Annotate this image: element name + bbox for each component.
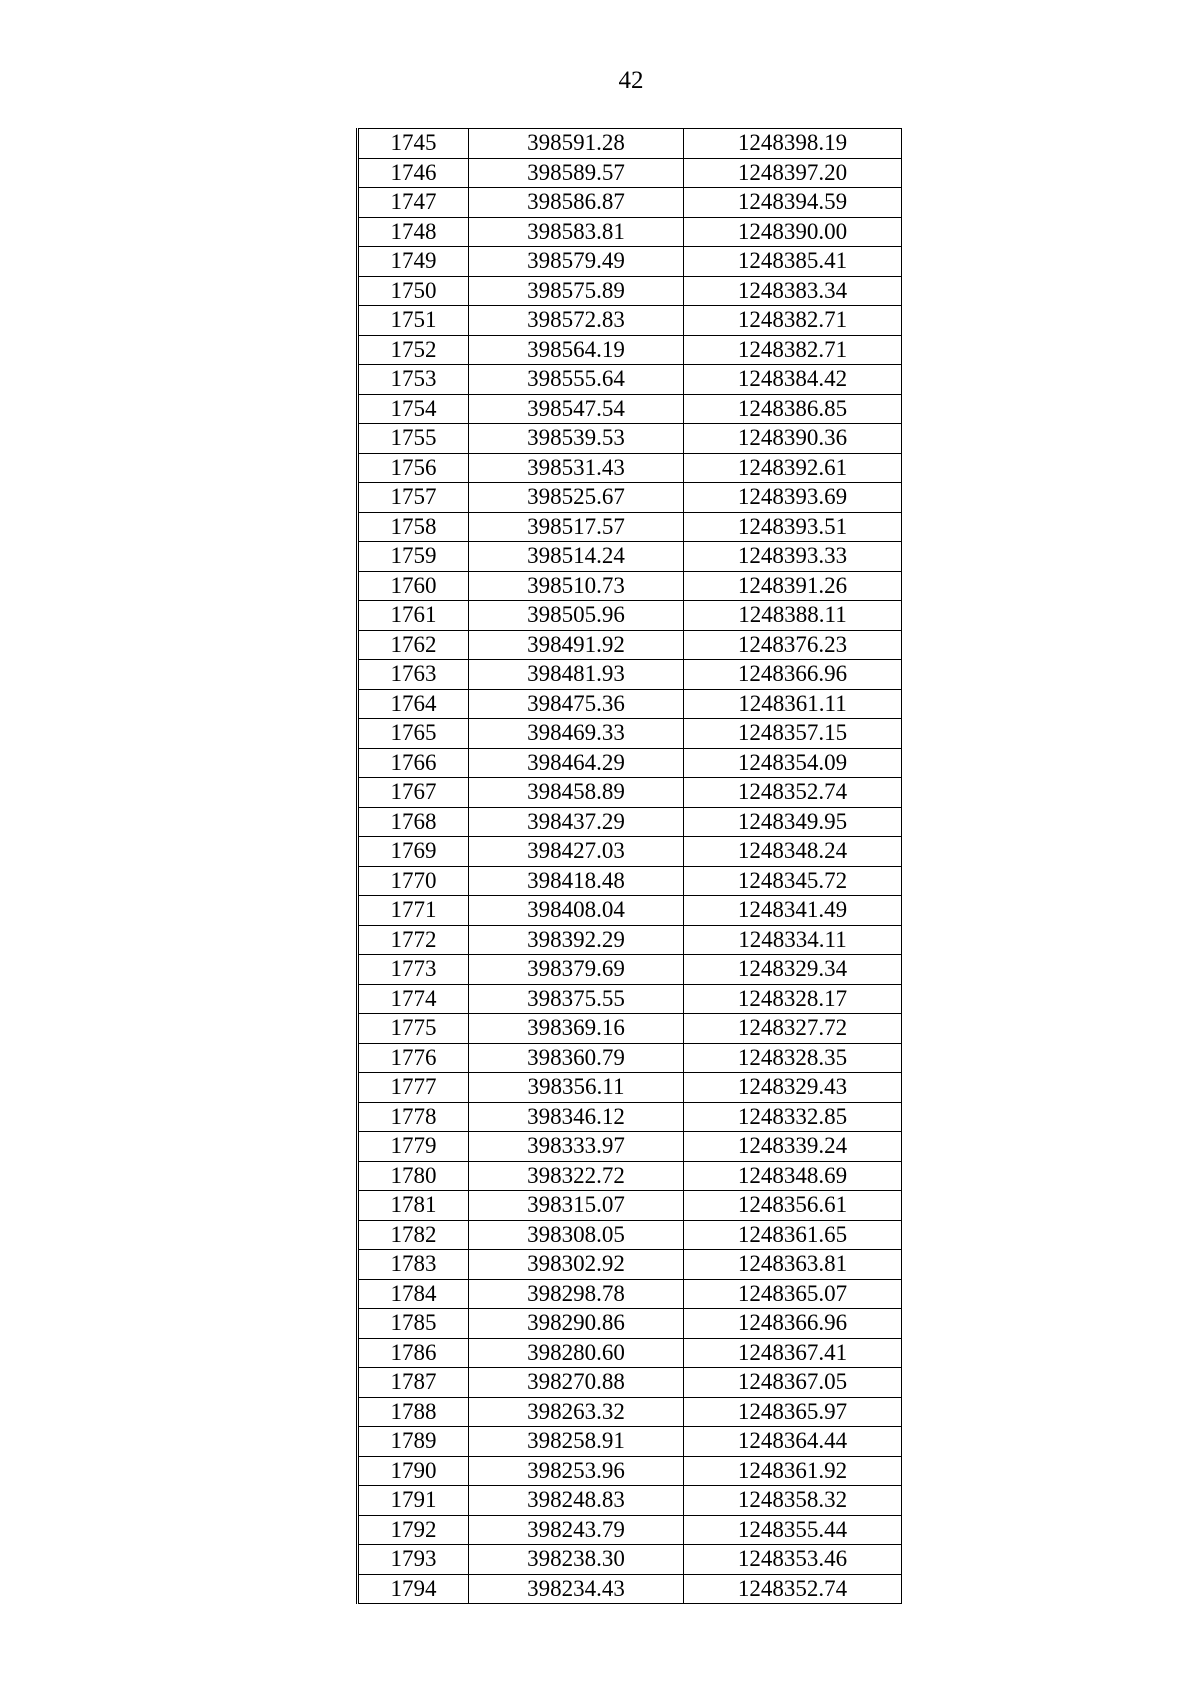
x-coordinate-cell: 398525.67 [469, 483, 684, 513]
y-coordinate-cell: 1248361.11 [684, 689, 902, 719]
table-row [358, 1250, 902, 1280]
point-number-cell: 1757 [358, 483, 469, 513]
x-coordinate-cell: 398437.29 [469, 807, 684, 837]
x-coordinate-cell: 398481.93 [469, 660, 684, 690]
point-number-cell: 1785 [358, 1309, 469, 1339]
x-coordinate-cell: 398253.96 [469, 1456, 684, 1486]
point-number-cell: 1774 [358, 984, 469, 1014]
point-number-cell: 1766 [358, 748, 469, 778]
y-coordinate-cell: 1248393.51 [684, 512, 902, 542]
point-number-cell: 1764 [358, 689, 469, 719]
y-coordinate-cell: 1248361.65 [684, 1220, 902, 1250]
x-coordinate-cell: 398575.89 [469, 276, 684, 306]
table-row [358, 778, 902, 808]
x-coordinate-cell: 398263.32 [469, 1397, 684, 1427]
point-number-cell: 1769 [358, 837, 469, 867]
y-coordinate-cell: 1248328.35 [684, 1043, 902, 1073]
table-row [358, 1220, 902, 1250]
table-row [358, 306, 902, 336]
point-number-cell: 1765 [358, 719, 469, 749]
x-coordinate-cell: 398589.57 [469, 158, 684, 188]
table-row [358, 601, 902, 631]
table-row [358, 984, 902, 1014]
point-number-cell: 1791 [358, 1486, 469, 1516]
point-number-cell: 1760 [358, 571, 469, 601]
x-coordinate-cell: 398369.16 [469, 1014, 684, 1044]
table-row [358, 483, 902, 513]
x-coordinate-cell: 398514.24 [469, 542, 684, 572]
y-coordinate-cell: 1248327.72 [684, 1014, 902, 1044]
x-coordinate-cell: 398280.60 [469, 1338, 684, 1368]
point-number-cell: 1776 [358, 1043, 469, 1073]
point-number-cell: 1783 [358, 1250, 469, 1280]
point-number-cell: 1777 [358, 1073, 469, 1103]
table-row [358, 1368, 902, 1398]
point-number-cell: 1790 [358, 1456, 469, 1486]
y-coordinate-cell: 1248355.44 [684, 1515, 902, 1545]
y-coordinate-cell: 1248397.20 [684, 158, 902, 188]
point-number-cell: 1788 [358, 1397, 469, 1427]
x-coordinate-cell: 398408.04 [469, 896, 684, 926]
point-number-cell: 1768 [358, 807, 469, 837]
table-row [358, 1574, 902, 1604]
y-coordinate-cell: 1248339.24 [684, 1132, 902, 1162]
point-number-cell: 1787 [358, 1368, 469, 1398]
point-number-cell: 1779 [358, 1132, 469, 1162]
table-row [358, 1161, 902, 1191]
table-row [358, 896, 902, 926]
y-coordinate-cell: 1248329.43 [684, 1073, 902, 1103]
table-row [358, 807, 902, 837]
point-number-cell: 1767 [358, 778, 469, 808]
x-coordinate-cell: 398469.33 [469, 719, 684, 749]
table-row [358, 866, 902, 896]
x-coordinate-cell: 398315.07 [469, 1191, 684, 1221]
point-number-cell: 1793 [358, 1545, 469, 1575]
x-coordinate-cell: 398360.79 [469, 1043, 684, 1073]
table-row [358, 955, 902, 985]
x-coordinate-cell: 398505.96 [469, 601, 684, 631]
y-coordinate-cell: 1248385.41 [684, 247, 902, 277]
y-coordinate-cell: 1248398.19 [684, 129, 902, 159]
y-coordinate-cell: 1248329.34 [684, 955, 902, 985]
table-row [358, 1043, 902, 1073]
point-number-cell: 1746 [358, 158, 469, 188]
y-coordinate-cell: 1248328.17 [684, 984, 902, 1014]
y-coordinate-cell: 1248345.72 [684, 866, 902, 896]
point-number-cell: 1754 [358, 394, 469, 424]
x-coordinate-cell: 398418.48 [469, 866, 684, 896]
point-number-cell: 1781 [358, 1191, 469, 1221]
point-number-cell: 1751 [358, 306, 469, 336]
y-coordinate-cell: 1248352.74 [684, 778, 902, 808]
x-coordinate-cell: 398333.97 [469, 1132, 684, 1162]
point-number-cell: 1756 [358, 453, 469, 483]
x-coordinate-cell: 398356.11 [469, 1073, 684, 1103]
y-coordinate-cell: 1248341.49 [684, 896, 902, 926]
x-coordinate-cell: 398234.43 [469, 1574, 684, 1604]
table-row [358, 1486, 902, 1516]
table-row [358, 1515, 902, 1545]
table-row [358, 1397, 902, 1427]
table-row [358, 1191, 902, 1221]
y-coordinate-cell: 1248348.69 [684, 1161, 902, 1191]
table-row [358, 1014, 902, 1044]
x-coordinate-cell: 398322.72 [469, 1161, 684, 1191]
x-coordinate-cell: 398379.69 [469, 955, 684, 985]
x-coordinate-cell: 398491.92 [469, 630, 684, 660]
point-number-cell: 1748 [358, 217, 469, 247]
y-coordinate-cell: 1248353.46 [684, 1545, 902, 1575]
table-row [358, 719, 902, 749]
table-row [358, 424, 902, 454]
x-coordinate-cell: 398564.19 [469, 335, 684, 365]
x-coordinate-cell: 398583.81 [469, 217, 684, 247]
point-number-cell: 1761 [358, 601, 469, 631]
x-coordinate-cell: 398547.54 [469, 394, 684, 424]
point-number-cell: 1750 [358, 276, 469, 306]
point-number-cell: 1778 [358, 1102, 469, 1132]
point-number-cell: 1794 [358, 1574, 469, 1604]
point-number-cell: 1762 [358, 630, 469, 660]
y-coordinate-cell: 1248384.42 [684, 365, 902, 395]
x-coordinate-cell: 398517.57 [469, 512, 684, 542]
y-coordinate-cell: 1248357.15 [684, 719, 902, 749]
y-coordinate-cell: 1248376.23 [684, 630, 902, 660]
x-coordinate-cell: 398243.79 [469, 1515, 684, 1545]
point-number-cell: 1786 [358, 1338, 469, 1368]
point-number-cell: 1749 [358, 247, 469, 277]
x-coordinate-cell: 398346.12 [469, 1102, 684, 1132]
x-coordinate-cell: 398458.89 [469, 778, 684, 808]
point-number-cell: 1772 [358, 925, 469, 955]
y-coordinate-cell: 1248367.05 [684, 1368, 902, 1398]
y-coordinate-cell: 1248365.07 [684, 1279, 902, 1309]
table-row [358, 247, 902, 277]
table-row [358, 1279, 902, 1309]
point-number-cell: 1789 [358, 1427, 469, 1457]
x-coordinate-cell: 398308.05 [469, 1220, 684, 1250]
y-coordinate-cell: 1248367.41 [684, 1338, 902, 1368]
table-row [358, 748, 902, 778]
page-number: 42 [618, 67, 644, 94]
table-row [358, 925, 902, 955]
point-number-cell: 1771 [358, 896, 469, 926]
point-number-cell: 1752 [358, 335, 469, 365]
table-row [358, 660, 902, 690]
x-coordinate-cell: 398586.87 [469, 188, 684, 218]
x-coordinate-cell: 398258.91 [469, 1427, 684, 1457]
point-number-cell: 1755 [358, 424, 469, 454]
table-row [358, 837, 902, 867]
y-coordinate-cell: 1248386.85 [684, 394, 902, 424]
table-row [358, 188, 902, 218]
y-coordinate-cell: 1248366.96 [684, 1309, 902, 1339]
table-row [358, 276, 902, 306]
point-number-cell: 1763 [358, 660, 469, 690]
x-coordinate-cell: 398290.86 [469, 1309, 684, 1339]
table-row [358, 1073, 902, 1103]
y-coordinate-cell: 1248390.00 [684, 217, 902, 247]
table-row [358, 1427, 902, 1457]
x-coordinate-cell: 398298.78 [469, 1279, 684, 1309]
table-row [358, 129, 902, 159]
point-number-cell: 1753 [358, 365, 469, 395]
y-coordinate-cell: 1248382.71 [684, 335, 902, 365]
y-coordinate-cell: 1248392.61 [684, 453, 902, 483]
table-row [358, 1456, 902, 1486]
x-coordinate-cell: 398539.53 [469, 424, 684, 454]
coordinates-table-body [358, 129, 902, 1604]
x-coordinate-cell: 398392.29 [469, 925, 684, 955]
y-coordinate-cell: 1248349.95 [684, 807, 902, 837]
x-coordinate-cell: 398238.30 [469, 1545, 684, 1575]
point-number-cell: 1792 [358, 1515, 469, 1545]
table-row [358, 630, 902, 660]
table-row [358, 217, 902, 247]
x-coordinate-cell: 398510.73 [469, 571, 684, 601]
table-row [358, 453, 902, 483]
table-row [358, 1132, 902, 1162]
table-row [358, 689, 902, 719]
point-number-cell: 1782 [358, 1220, 469, 1250]
y-coordinate-cell: 1248394.59 [684, 188, 902, 218]
point-number-cell: 1784 [358, 1279, 469, 1309]
y-coordinate-cell: 1248364.44 [684, 1427, 902, 1457]
y-coordinate-cell: 1248393.69 [684, 483, 902, 513]
x-coordinate-cell: 398555.64 [469, 365, 684, 395]
y-coordinate-cell: 1248334.11 [684, 925, 902, 955]
x-coordinate-cell: 398572.83 [469, 306, 684, 336]
table-row [358, 1309, 902, 1339]
point-number-cell: 1773 [358, 955, 469, 985]
y-coordinate-cell: 1248391.26 [684, 571, 902, 601]
y-coordinate-cell: 1248383.34 [684, 276, 902, 306]
x-coordinate-cell: 398302.92 [469, 1250, 684, 1280]
table-row [358, 1545, 902, 1575]
y-coordinate-cell: 1248382.71 [684, 306, 902, 336]
y-coordinate-cell: 1248354.09 [684, 748, 902, 778]
table-row [358, 512, 902, 542]
point-number-cell: 1745 [358, 129, 469, 159]
point-number-cell: 1780 [358, 1161, 469, 1191]
y-coordinate-cell: 1248388.11 [684, 601, 902, 631]
table-row [358, 1338, 902, 1368]
point-number-cell: 1775 [358, 1014, 469, 1044]
x-coordinate-cell: 398427.03 [469, 837, 684, 867]
y-coordinate-cell: 1248365.97 [684, 1397, 902, 1427]
y-coordinate-cell: 1248366.96 [684, 660, 902, 690]
table-row [358, 335, 902, 365]
x-coordinate-cell: 398464.29 [469, 748, 684, 778]
point-number-cell: 1758 [358, 512, 469, 542]
x-coordinate-cell: 398579.49 [469, 247, 684, 277]
y-coordinate-cell: 1248393.33 [684, 542, 902, 572]
y-coordinate-cell: 1248348.24 [684, 837, 902, 867]
x-coordinate-cell: 398270.88 [469, 1368, 684, 1398]
table-row [358, 158, 902, 188]
y-coordinate-cell: 1248390.36 [684, 424, 902, 454]
table-row [358, 571, 902, 601]
y-coordinate-cell: 1248352.74 [684, 1574, 902, 1604]
x-coordinate-cell: 398375.55 [469, 984, 684, 1014]
y-coordinate-cell: 1248356.61 [684, 1191, 902, 1221]
table-row [358, 365, 902, 395]
table-row [358, 1102, 902, 1132]
y-coordinate-cell: 1248363.81 [684, 1250, 902, 1280]
point-number-cell: 1759 [358, 542, 469, 572]
table-row [358, 394, 902, 424]
y-coordinate-cell: 1248361.92 [684, 1456, 902, 1486]
coordinates-table [356, 128, 902, 1604]
x-coordinate-cell: 398591.28 [469, 129, 684, 159]
x-coordinate-cell: 398248.83 [469, 1486, 684, 1516]
x-coordinate-cell: 398531.43 [469, 453, 684, 483]
point-number-cell: 1770 [358, 866, 469, 896]
x-coordinate-cell: 398475.36 [469, 689, 684, 719]
point-number-cell: 1747 [358, 188, 469, 218]
table-row [358, 542, 902, 572]
y-coordinate-cell: 1248358.32 [684, 1486, 902, 1516]
y-coordinate-cell: 1248332.85 [684, 1102, 902, 1132]
